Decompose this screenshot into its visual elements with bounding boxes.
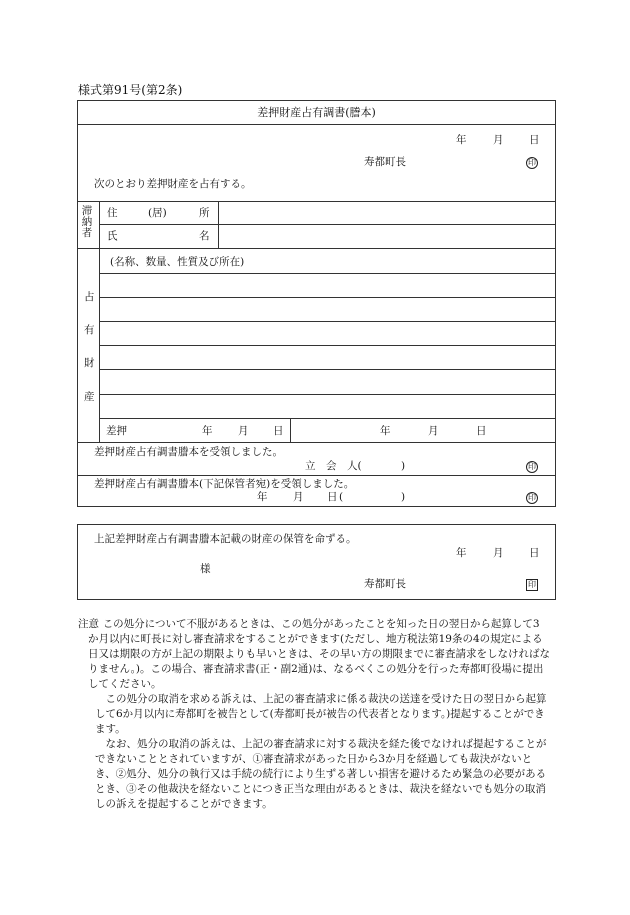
name-label-1: 氏 [107, 230, 118, 242]
receipt-2-month-label: 月 [293, 491, 304, 503]
mayor-title: 寿都町長 [364, 156, 406, 168]
property-label-4: 産 [84, 391, 95, 403]
custody-seal-icon: 印 [528, 580, 536, 589]
custody-text: 上記差押財産占有調書謄本記載の財産の保管を命ずる。 [94, 533, 357, 545]
receipt-1-text: 差押財産占有調書謄本を受領しました。 [94, 446, 283, 458]
custody-mayor-title: 寿都町長 [364, 578, 406, 590]
property-label-2: 有 [84, 324, 95, 336]
notes-paragraph-1: この処分について不服があるときは、この処分があったことを知った日の翌日から起算して3か月以内に町長に対し審査請求をすることができます(ただし、地方税法第19条の4の規定による日又は期限の方が上記の期限よりも早いときは、その早い方の期限までに審査請求をしなければなりません。)。この場合、審査請求書(正・副2通)は、なるべくこの処分を行った寿都町役場に提出してください。 [88, 618, 550, 690]
receipt-2-text: 差押財産占有調書謄本(下記保管者宛)を受領しました。 [94, 478, 355, 490]
name-label-2: 名 [199, 230, 210, 242]
address-label-3: 所 [199, 207, 210, 219]
date-month-label: 月 [493, 134, 504, 146]
address-label-2: (居) [148, 207, 167, 219]
custody-honorific: 様 [200, 563, 211, 575]
property-label-1: 占 [84, 291, 95, 303]
custody-year-label: 年 [456, 547, 467, 559]
custody-month-label: 月 [493, 547, 504, 559]
intro-text: 次のとおり差押財産を占有する。 [94, 178, 252, 190]
receipt-2-open-paren: ( [339, 491, 344, 503]
seizure-month-label-2: 月 [428, 425, 439, 437]
date-year-label: 年 [456, 134, 467, 146]
witness-label: 立 会 人( [305, 460, 362, 472]
custody-day-label: 日 [529, 547, 540, 559]
seizure-day-label: 日 [273, 425, 284, 437]
address-label-1: 住 [107, 207, 118, 219]
form-title: 差押財産占有調書(謄本) [257, 106, 376, 119]
date-day-label: 日 [529, 134, 540, 146]
taxpayer-group-label: 滞納者 [81, 205, 93, 240]
notes-paragraph-2: この処分の取消を求める訴えは、上記の審査請求に係る裁決の送達を受けた日の翌日から起算して6か月以内に寿都町を被告として(寿都町長が被告の代表者となります。)提起することができます。 [95, 693, 547, 735]
mayor-seal-icon: 印 [528, 158, 536, 167]
witness-close-paren: ) [401, 460, 406, 472]
seizure-day-label-2: 日 [476, 425, 487, 437]
receipt-2-day-label: 日 [327, 491, 338, 503]
notes-paragraph-3: なお、処分の取消の訴えは、上記の審査請求に対する裁決を経た後でなければ提起することができないこととされていますが、①審査請求があった日から3か月を経過しても裁決がないとき、②処分、処分の執行又は手続の続行により生ずる著しい損害を避けるため緊急の必要があるとき、③その他裁決を経ないことにつき正当な理由があるときは、裁決を経ないでも処分の取消しの訴えを提起することができます。 [95, 738, 547, 810]
receipt-2-close-paren: ) [401, 491, 406, 503]
seizure-year-label: 年 [202, 425, 213, 437]
seizure-month-label: 月 [238, 425, 249, 437]
seizure-year-label-2: 年 [380, 425, 391, 437]
receipt-2-seal-icon: 印 [528, 493, 536, 502]
property-header: (名称、数量、性質及び所在) [110, 256, 245, 268]
witness-seal-icon: 印 [528, 462, 536, 471]
notes-label: 注意 [78, 618, 99, 630]
property-label-3: 財 [84, 357, 95, 369]
receipt-2-year-label: 年 [257, 491, 268, 503]
seizure-label: 差押 [106, 425, 127, 437]
form-number: 様式第91号(第2条) [78, 83, 183, 97]
